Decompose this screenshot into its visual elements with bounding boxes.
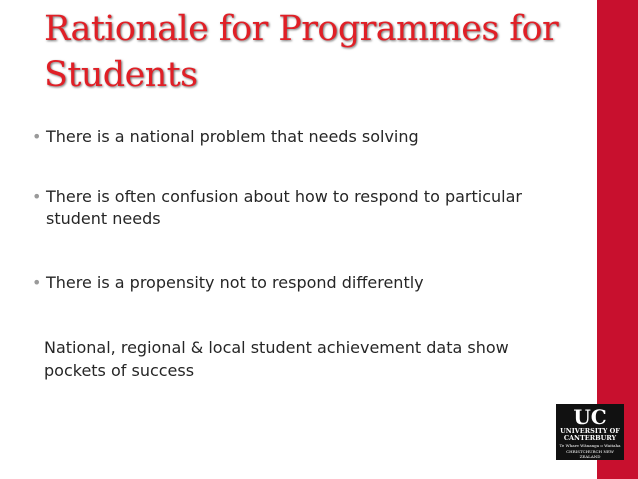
title-line-2: Students (44, 55, 198, 95)
university-logo (556, 404, 624, 460)
bullet-item (32, 126, 602, 148)
logo-line-3: Te Whare Wānanga o Waitaha (559, 443, 621, 448)
bullet-text: There is a national problem that needs solving (46, 127, 419, 146)
bullet-item (32, 272, 602, 294)
logo-line-4: CHRISTCHURCH NEW ZEALAND (566, 449, 614, 459)
bullet-dot-icon: • (32, 187, 42, 206)
bullet-dot-icon: • (32, 273, 42, 292)
body-paragraph: National, regional & local student achievement data show pockets of success (44, 338, 509, 380)
title-line-1: Rationale for Programmes for (44, 9, 559, 49)
bullet-text: There is often confusion about how to respond to particular student needs (46, 187, 522, 228)
bullet-dot-icon: • (32, 127, 42, 146)
logo-line-1: UNIVERSITY OF (560, 427, 620, 435)
slide-title (44, 6, 584, 98)
bullet-item (32, 186, 586, 230)
bullet-text: There is a propensity not to respond differently (46, 273, 424, 292)
logo-line-2: CANTERBURY (563, 434, 617, 442)
logo-mark: UC (573, 405, 607, 429)
